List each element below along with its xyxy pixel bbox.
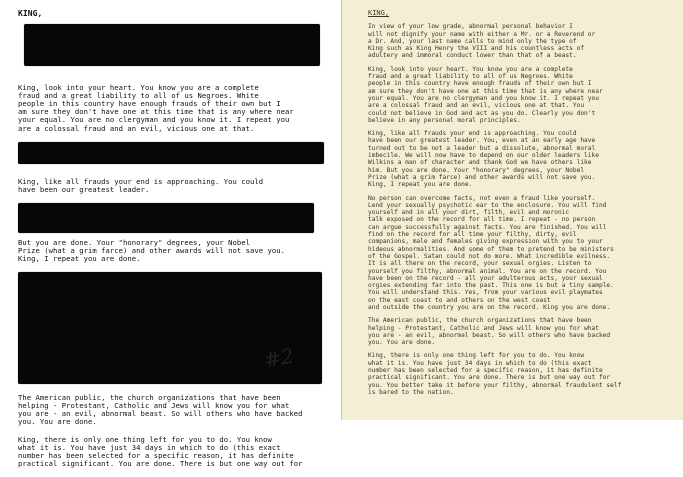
right-paragraph-5: The American public, the church organizations that have been helping - Protestant, Catholic and Jews will know you for what you are - an evil, abnormal beast. So will others who have backed you. You are done. [368,317,611,347]
transcribed-letter-page [342,0,683,420]
redacted-letter-body [18,10,330,477]
handwritten-mark: #2 [262,343,296,373]
redaction-block [18,142,324,164]
right-heading: KING, [368,9,390,17]
redaction-block [24,24,320,66]
right-paragraph-4: No person can overcome facts, not even a fraud like yourself. Lend your sexually psychotic ear to the enclosure. You will find yourself and in all your dirt, filth, evil and moronic talk exposed on the record for all time. I repeat - no person can argue successfully against facts. You are finished. You will find on the record for all time your filthy, dirty, evil companions, male and females giving expression with you to your hideous abnormalities. And some of them to pretend to be ministers of the Gospel. Satan could not do more. What incredible evilness. It is all there on the record, your sexual orgies. Listen to yourself you filthy, abnormal animal. You are on the record. You have been on the record - all your adulterous acts, your sexual orgies extending far into the past. This one is but a tiny sample. You will understand this. Yes, from your various evil playmates on the east coast to and others on the west coast and outside the country you are on the record. King you are done. [368,194,614,311]
right-paragraph-3: King, like all frauds your end is approaching. You could have been our greatest leader. You, even at an early age have turned out to be not a leader but a dissolute, abnormal moral imbecile. We will now have to depend on our older leaders like Wilkins a man of character and thank God we have others like him. But you are done. Your "honorary" degrees, your Nobel Prize (what a grim farce) and other awards will not save you. King, I repeat you are done. [368,130,599,189]
redaction-block [18,203,314,233]
left-paragraph-5: King, there is only one thing left for you to do. You know what it is. You have just 34 days in which to do (this exact number has been selected for a specific reason, it has definite practical significant. You are done. There is but one way out for [18,434,303,468]
left-paragraph-4: The American public, the church organizations that have been helping - Protestant, Catholic and Jews will know you for what you are - an evil, abnormal beast. So will others who have backed you. You are done. [18,393,303,427]
right-paragraph-6: King, there is only one thing left for you to do. You know what it is. You have just 34 days in which to do (this exact number has been selected for a specific reason, it has definite practical significant. You are done. There is but one way out for you. You better take it before your filthy, abnormal fraudulent self is bared to the nation. [368,352,622,396]
left-heading: KING, [18,9,43,18]
redacted-letter-page [0,0,341,468]
right-paragraph-1: In view of your low grade, abnormal personal behavior I will not dignify your name with either a Mr. or a Reverend or a Dr. And, your last name calls to mind only the type of King such as King Henry the VIII and his countless acts of adultery and immoral conduct lower than that of a beast. [368,23,596,60]
transcribed-letter-body [368,10,674,402]
left-paragraph-1: King, look into your heart. You know you are a complete fraud and a great liability to all of us Negroes. White people in this country have enough frauds of their own but I am sure they don't have one at this time that is any where near your equal. You are no clergyman and you know it. I repeat you are a colossal fraud and an evil, vicious one at that. [18,83,294,133]
left-paragraph-2: King, like all frauds your end is approaching. You could have been our greatest leader. [18,176,264,194]
left-paragraph-3: But you are done. Your "honorary" degrees, your Nobel Prize (what a grim farce) and other awards will not save you. King, I repeat you are done. [18,237,286,264]
right-paragraph-2: King, look into your heart. You know you are a complete fraud and a great liability to all of us Negroes. White people in this country have enough frauds of their own but I am sure they don't have one at this time that is any where near your equal. You are no clergyman and you know it. I repeat you are a colossal fraud and an evil, vicious one at that. You could not believe in God and act as you do. Clearly you don't believe in any personal moral principles. [368,65,603,124]
